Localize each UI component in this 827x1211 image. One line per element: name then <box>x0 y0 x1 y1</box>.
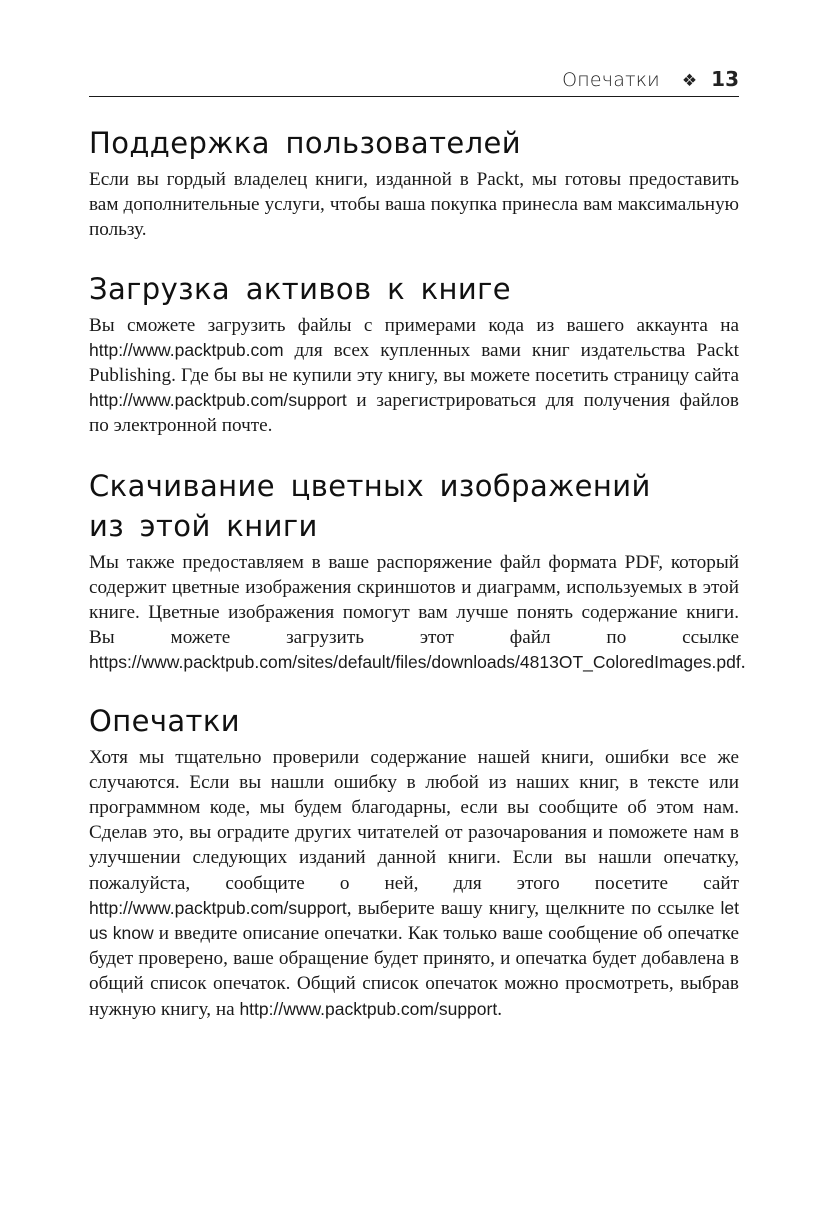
paragraph-text: . <box>740 652 746 674</box>
header-section-title: Опечатки <box>562 69 660 91</box>
paragraph-text: , выберите вашу книгу, щелкните по ссылке <box>346 897 721 919</box>
packtpub-link[interactable]: http://www.packtpub.com <box>89 339 284 360</box>
heading-line: из этой книги <box>89 508 318 543</box>
running-header <box>89 62 739 97</box>
packtpub-support-link[interactable]: http://www.packtpub.com/support <box>89 897 347 918</box>
paragraph-text: и введите описание опечатки. Как только ваше сообщение об опечатке будет проверено, ваше обращение будет принято, и опечатка будет добавлена в общий список опечаток. Общий список опечаток можно просмотреть, выбрав нужную книгу, на <box>89 923 739 1020</box>
color-images-pdf-link[interactable]: https://www.packtpub.com/sites/default/files/downloads/4813OT_ColoredImages.pdf <box>89 652 741 673</box>
heading-color-images <box>89 466 739 546</box>
packtpub-support-link[interactable]: http://www.packtpub.com/support <box>239 998 498 1019</box>
packtpub-support-link[interactable]: http://www.packtpub.com/support <box>89 390 347 411</box>
paragraph-text: для всех купленных вами книг издательства Packt Publishing. Где бы вы не купили эту книгу, вы можете посетить страницу сайта <box>89 339 739 387</box>
paragraph-errata <box>89 745 739 1022</box>
heading-user-support: Поддержка пользователей <box>89 126 522 160</box>
heading-errata: Опечатки <box>89 703 240 738</box>
heading-book-assets: Загрузка активов к книге <box>89 271 512 306</box>
paragraph-text: Хотя мы тщательно проверили содержание нашей книги, ошибки все же случаются. Если вы нашли ошибку в любой из наших книг, в тексте или программном коде, мы будем благодарны, если вы сообщите об этом нам. Сделав это, вы оградите других читателей от разочарования и поможете нам в улучшении следующих изданий данной книги. Если вы нашли опечатку, пожалуйста, сообщите о ней, для этого посетите сайт <box>89 746 739 894</box>
paragraph-text: Если вы гордый владелец книги, изданной в Packt, мы готовы предоставить вам дополнительные услуги, чтобы ваша покупка принесла вам максимальную пользу. <box>89 169 739 241</box>
paragraph-book-assets <box>89 313 739 439</box>
fleuron-icon: ❖ <box>681 71 698 91</box>
book-page <box>89 62 746 1022</box>
paragraph-text: Вы сможете загрузить файлы с примерами кода из вашего аккаунта на <box>89 314 739 336</box>
paragraph-text: . <box>497 998 503 1020</box>
page-number: 13 <box>711 67 739 91</box>
paragraph-text: Мы также предоставляем в ваше распоряжение файл формата PDF, который содержит цветные изображения скриншотов и диаграмм, используемых в этой книге. Цветные изображения помогут вам лучше понять содержание книги. Вы можете загрузить этот файл по ссылке <box>89 551 739 649</box>
heading-line: Скачивание цветных изображений <box>89 468 651 503</box>
let-us-know-link[interactable]: let us know <box>89 897 739 944</box>
paragraph-user-support <box>89 167 739 243</box>
paragraph-text: и зарегистрироваться для получения файлов по электронной почте. <box>89 390 739 437</box>
paragraph-color-images <box>89 550 746 676</box>
